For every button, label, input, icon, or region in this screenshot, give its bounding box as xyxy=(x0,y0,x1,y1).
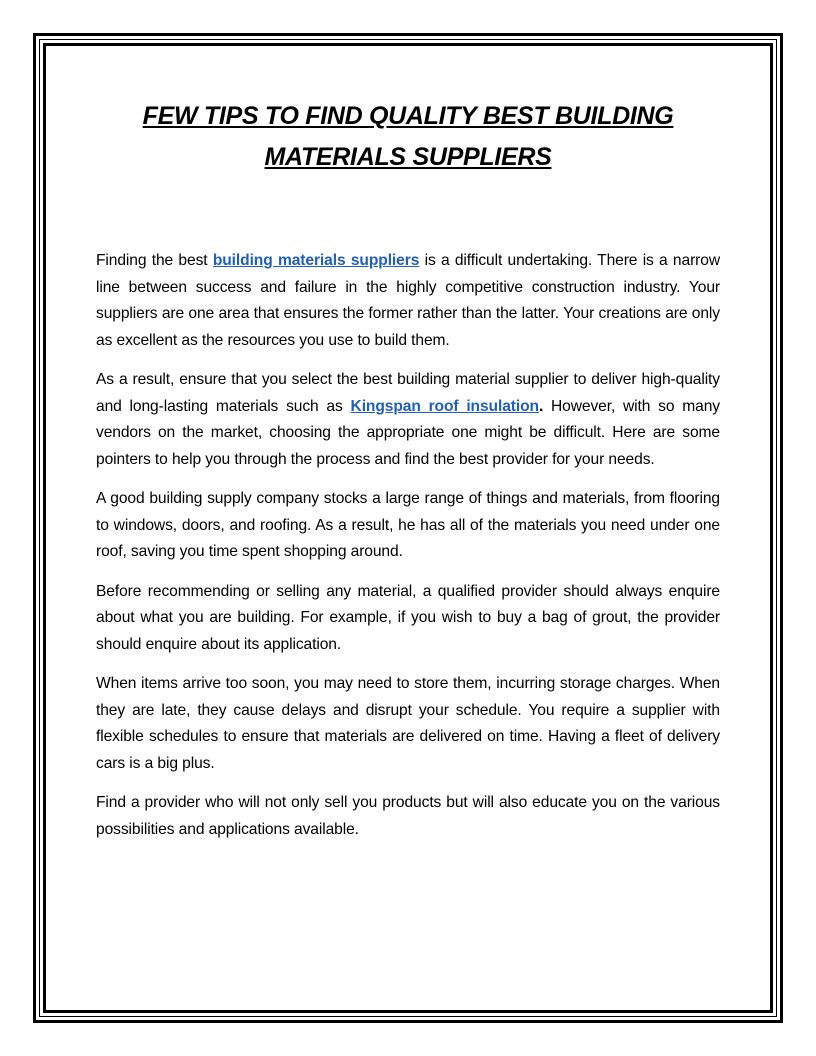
body-text xyxy=(96,248,720,843)
document-content xyxy=(96,96,720,856)
paragraph-2 xyxy=(96,367,720,473)
paragraph-2-bold-period: . xyxy=(538,397,544,415)
paragraph-2-text-after: However, with so many vendors on the market, choosing the appropriate one might be difficult. Here are some pointers to help you through the process and find the best provider for your needs. xyxy=(96,397,720,468)
kingspan-roof-insulation-link[interactable]: Kingspan roof insulation xyxy=(350,397,539,415)
page-title xyxy=(96,96,720,178)
paragraph-5: When items arrive too soon, you may need to store them, incurring storage charges. When they are late, they cause delays and disrupt your schedule. You require a supplier with flexible schedules to ensure that materials are delivered on time. Having a fleet of delivery cars is a big plus. xyxy=(96,675,720,772)
paragraph-1-text-after: is a difficult undertaking. There is a narrow line between success and failure in the highly competitive construction industry. Your suppliers are one area that ensures the former rather than the latter. Your creations are only as excellent as the resources you use to build them. xyxy=(96,252,721,349)
title-line-1: FEW TIPS TO FIND QUALITY BEST BUILDING xyxy=(142,102,674,130)
paragraph-4: Before recommending or selling any material, a qualified provider should always enquire about what you are building. For example, if you wish to buy a bag of grout, the provider should enquire about its application. xyxy=(96,582,720,653)
paragraph-1 xyxy=(96,248,720,354)
title-line-2: MATERIALS SUPPLIERS xyxy=(264,143,552,171)
paragraph-2-text-before: As a result, ensure that you select the best building material supplier to deliver high-quality and long-lasting materials such as xyxy=(96,371,720,415)
paragraph-6: Find a provider who will not only sell you products but will also educate you on the various possibilities and applications available. xyxy=(96,794,720,838)
paragraph-3: A good building supply company stocks a large range of things and materials, from flooring to windows, doors, and roofing. As a result, he has all of the materials you need under one roof, saving you time spent shopping around. xyxy=(96,490,720,560)
building-materials-suppliers-link[interactable]: building materials suppliers xyxy=(212,252,420,269)
paragraph-1-text-before: Finding the best xyxy=(96,252,213,269)
